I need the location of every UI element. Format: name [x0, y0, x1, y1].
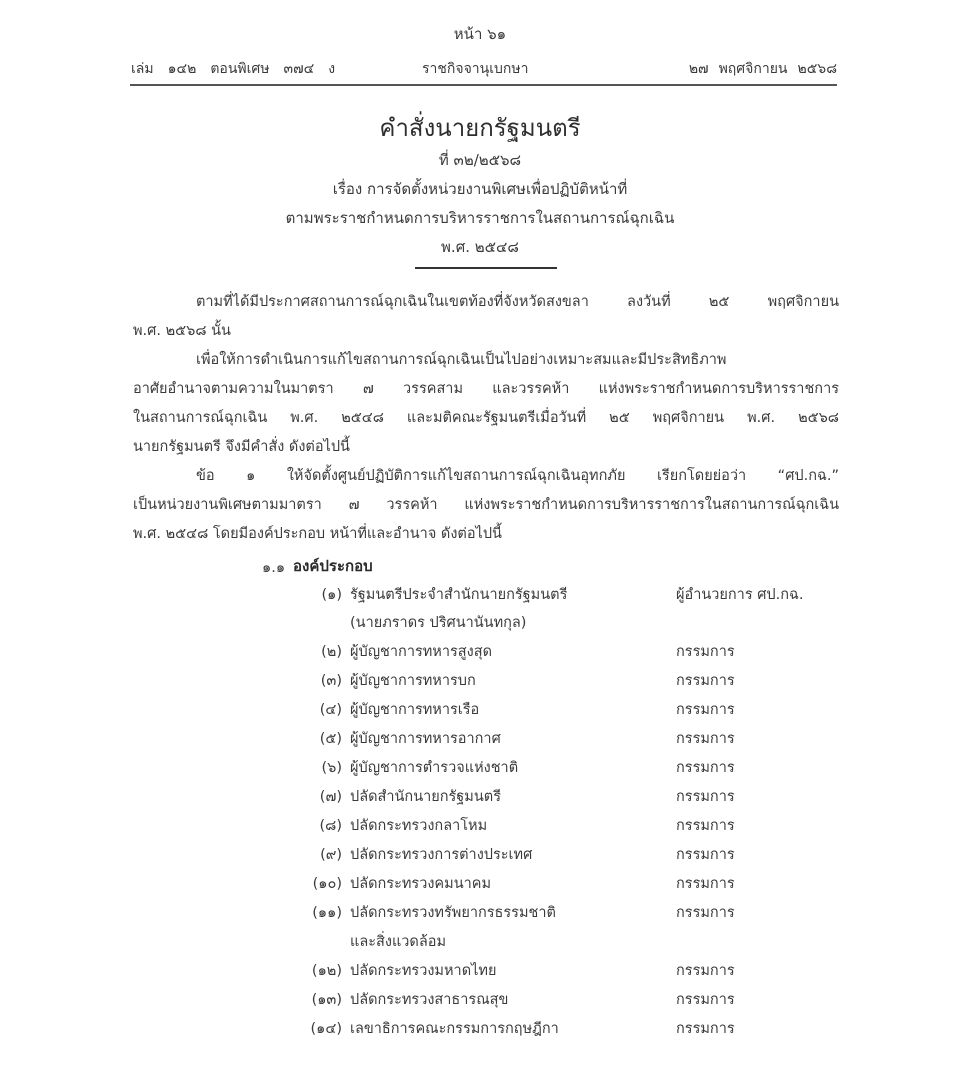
member-title: รัฐมนตรีประจำสำนักนายกรัฐมนตรี [350, 587, 568, 603]
member-role: กรรมการ [676, 818, 735, 834]
member-role: กรรมการ [676, 1021, 735, 1037]
member-number: (๑๑) [312, 905, 342, 921]
paragraph-2-line-2: อาศัยอำนาจตามความในมาตรา ๗ วรรคสาม และวรรคห้า แห่งพระราชกำหนดการบริหารราชการ [133, 381, 839, 397]
member-title: ผู้บัญชาการทหารบก [350, 673, 476, 689]
volume-info [131, 58, 349, 80]
member-role: ผู้อำนวยการ ศป.กฉ. [676, 587, 804, 603]
member-title: ปลัดกระทรวงการต่างประเทศ [350, 847, 533, 863]
paragraph-3-line-2: เป็นหน่วยงานพิเศษตามมาตรา ๗ วรรคห้า แห่งพระราชกำหนดการบริหารราชการในสถานการณ์ฉุกเฉิน [133, 497, 839, 513]
member-role: กรรมการ [676, 847, 735, 863]
paragraph-2-line-1: เพื่อให้การดำเนินการแก้ไขสถานการณ์ฉุกเฉินเป็นไปอย่างเหมาะสมและมีประสิทธิภาพ [196, 352, 727, 368]
member-number: (๙) [320, 847, 342, 863]
member-role: กรรมการ [676, 789, 735, 805]
subject-line-3: พ.ศ. ๒๕๔๘ [441, 238, 519, 256]
subject-line-1: เรื่อง การจัดตั้งหน่วยงานพิเศษเพื่อปฏิบัติหน้าที่ [332, 180, 628, 198]
date-day: ๒๗ [688, 61, 709, 77]
subject-line-2: ตามพระราชกำหนดการบริหารราชการในสถานการณ์ฉุกเฉิน [285, 209, 675, 227]
member-title: ผู้บัญชาการทหารสูงสุด [350, 644, 492, 660]
member-number: (๑๒) [311, 963, 342, 979]
member-role: กรรมการ [676, 992, 735, 1008]
member-role: กรรมการ [676, 876, 735, 892]
member-title: ปลัดกระทรวงคมนาคม [350, 876, 491, 892]
member-number: (๔) [319, 702, 342, 718]
member-title: ปลัดสำนักนายกรัฐมนตรี [350, 789, 501, 805]
member-number: (๗) [319, 789, 342, 805]
date-year: ๒๕๖๘ [797, 61, 837, 77]
member-role: กรรมการ [676, 644, 735, 660]
member-title: ผู้บัญชาการตำรวจแห่งชาติ [350, 760, 519, 776]
member-number: (๘) [319, 818, 342, 834]
member-title: ผู้บัญชาการทหารเรือ [350, 702, 480, 718]
issue-number: ๓๗๔ [283, 61, 315, 77]
member-title-continued: (นายภราดร ปริศนานันทกุล) [350, 615, 527, 631]
member-title: ปลัดกระทรวงกลาโหม [350, 818, 488, 834]
paragraph-2-line-4: นายกรัฐมนตรี จึงมีคำสั่ง ดังต่อไปนี้ [133, 439, 350, 455]
date-month: พฤศจิกายน [718, 61, 788, 77]
member-role: กรรมการ [676, 963, 735, 979]
member-title: ปลัดกระทรวงทรัพยากรธรรมชาติ [350, 905, 556, 921]
member-role: กรรมการ [676, 760, 735, 776]
page-number: หน้า ๖๑ [453, 25, 507, 43]
title-divider [415, 267, 557, 269]
member-number: (๕) [319, 731, 342, 747]
paragraph-2-line-3: ในสถานการณ์ฉุกเฉิน พ.ศ. ๒๕๔๘ และมติคณะรัฐมนตรีเมื่อวันที่ ๒๕ พฤศจิกายน พ.ศ. ๒๕๖๘ [133, 410, 839, 426]
issue-label: ตอนพิเศษ [210, 61, 270, 77]
volume-number: ๑๔๒ [167, 61, 197, 77]
section-number: ๑.๑ [262, 560, 286, 576]
volume-label: เล่ม [131, 61, 154, 77]
section-title: องค์ประกอบ [293, 557, 373, 575]
paragraph-1-line-2: พ.ศ. ๒๕๖๘ นั้น [133, 323, 231, 339]
member-title: ผู้บัญชาการทหารอากาศ [350, 731, 501, 747]
document-title: คำสั่งนายกรัฐมนตรี [379, 114, 581, 142]
member-role: กรรมการ [676, 673, 735, 689]
member-title: ปลัดกระทรวงสาธารณสุข [350, 992, 509, 1008]
member-number: (๓) [320, 673, 342, 689]
issue-section: ง [328, 61, 336, 77]
member-number: (๑) [321, 587, 342, 603]
paragraph-1-line-1: ตามที่ได้มีประกาศสถานการณ์ฉุกเฉินในเขตท้องที่จังหวัดสงขลา ลงวันที่ ๒๕ พฤศจิกายน [196, 294, 839, 310]
member-number: (๑๐) [312, 876, 342, 892]
publication-date [679, 58, 837, 80]
member-title: เลขาธิการคณะกรรมการกฤษฎีกา [350, 1021, 559, 1037]
member-role: กรรมการ [676, 702, 735, 718]
member-title-continued: และสิ่งแวดล้อม [350, 934, 447, 950]
member-number: (๑๔) [310, 1021, 342, 1037]
member-role: กรรมการ [676, 731, 735, 747]
paragraph-3-line-1: ข้อ ๑ ให้จัดตั้งศูนย์ปฏิบัติการแก้ไขสถานการณ์ฉุกเฉินอุทกภัย เรียกโดยย่อว่า “ศป.กฉ.” [196, 468, 839, 484]
member-title: ปลัดกระทรวงมหาดไทย [350, 963, 497, 979]
paragraph-3-line-3: พ.ศ. ๒๕๔๘ โดยมีองค์ประกอบ หน้าที่และอำนาจ ดังต่อไปนี้ [133, 526, 502, 542]
member-role: กรรมการ [676, 905, 735, 921]
member-number: (๒) [321, 644, 342, 660]
order-number: ที่ ๓๒/๒๕๖๘ [438, 151, 522, 169]
header-rule [130, 84, 837, 86]
member-number: (๖) [321, 760, 342, 776]
member-number: (๑๓) [311, 992, 342, 1008]
publication-name: ราชกิจจานุเบกษา [422, 61, 529, 77]
